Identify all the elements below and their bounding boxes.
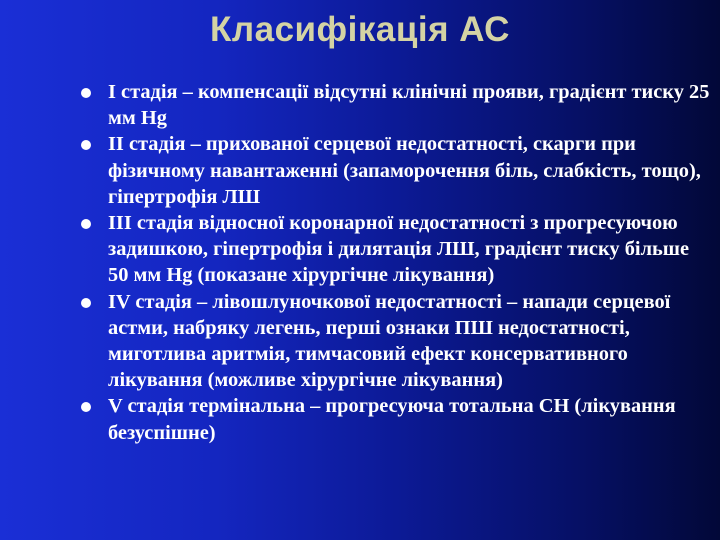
round-bullet-icon [81, 298, 91, 308]
round-bullet-icon [81, 402, 91, 412]
round-bullet-icon [81, 88, 91, 98]
list-item-text: ІІ стадія – прихованої серцевої недостатності, скарги при фізичному навантаженні (запаморочення біль, слабкість, тощо), гіпертрофія ЛШ [108, 133, 701, 208]
round-bullet-icon [81, 219, 91, 229]
list-item-text: І стадія – компенсації відсутні клінічні прояви, градієнт тиску 25 мм Hg [108, 81, 710, 130]
list-item-stage-1 [0, 79, 720, 131]
list-item-text: V стадія термінальна – прогресуюча тотальна СН (лікування безуспішне) [108, 395, 676, 444]
list-item-stage-3 [0, 210, 720, 289]
round-bullet-icon [81, 140, 91, 150]
stage-list [0, 79, 720, 446]
list-item-stage-4 [0, 289, 720, 394]
list-item-stage-5 [0, 393, 720, 445]
list-item-text: ІІІ стадія відносної коронарної недостатності з прогресуючою задишкою, гіпертрофія і дилятація ЛШ, градієнт тиску більше 50 мм Hg (показане хірургічне лікування) [108, 212, 690, 287]
list-item-stage-2 [0, 131, 720, 210]
slide-title: Класифікація АС [210, 10, 510, 49]
list-item-text: IV стадія – лівошлуночкової недостатності – напади серцевої астми, набряку легень, перші ознаки ПШ недостатності, миготлива аритмія, тимчасовий ефект консервативного лікування (можливе хірургічне лікування) [108, 290, 671, 392]
